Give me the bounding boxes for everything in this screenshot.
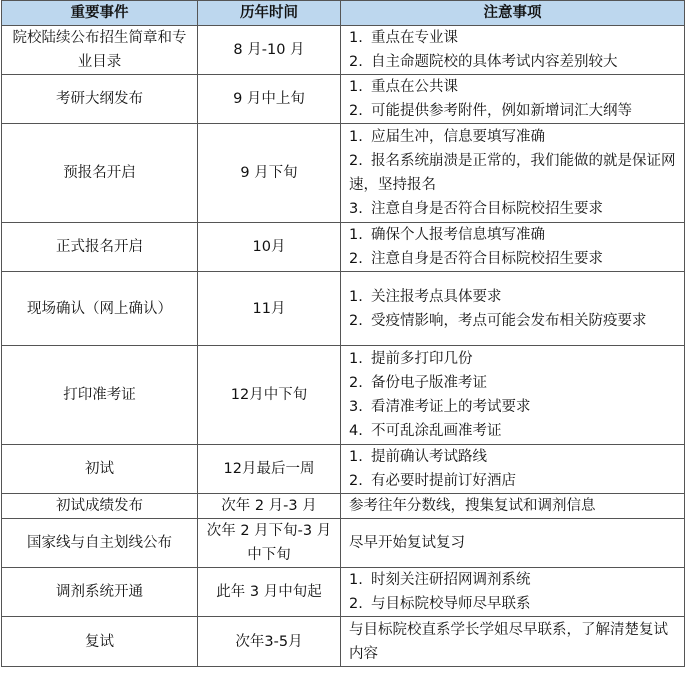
table-row xyxy=(2,26,685,75)
note-item: 1. 提前多打印几份 xyxy=(349,351,473,367)
time-cell: 10月 xyxy=(198,223,341,272)
notes-cell xyxy=(341,223,685,272)
time-cell: 12月中下旬 xyxy=(198,346,341,445)
event-cell: 院校陆续公布招生简章和专业目录 xyxy=(2,26,198,75)
table-row xyxy=(2,617,685,667)
note-item: 1. 时刻关注研招网调剂系统 xyxy=(349,572,531,588)
note-item: 1. 重点在公共课 xyxy=(349,79,458,95)
header-event: 重要事件 xyxy=(2,1,198,26)
event-cell: 打印准考证 xyxy=(2,346,198,445)
notes-cell xyxy=(341,124,685,223)
note-item: 2. 与目标院校导师尽早联系 xyxy=(349,596,531,612)
notes-cell xyxy=(341,272,685,346)
note-item: 2. 有必要时提前订好酒店 xyxy=(349,473,516,489)
header-time: 历年时间 xyxy=(198,1,341,26)
notes-cell xyxy=(341,494,685,519)
note-item: 4. 不可乱涂乱画准考证 xyxy=(349,423,502,439)
note-item: 3. 看清准考证上的考试要求 xyxy=(349,399,531,415)
event-cell: 初试 xyxy=(2,445,198,494)
note-item: 参考往年分数线，搜集复试和调剂信息 xyxy=(349,498,596,514)
notes-cell xyxy=(341,617,685,667)
header-notes: 注意事项 xyxy=(341,1,685,26)
event-cell: 复试 xyxy=(2,617,198,667)
exam-schedule-table xyxy=(1,0,685,667)
event-cell: 现场确认（网上确认） xyxy=(2,272,198,346)
event-cell: 国家线与自主划线公布 xyxy=(2,519,198,568)
table-row xyxy=(2,223,685,272)
note-item: 2. 受疫情影响，考点可能会发布相关防疫要求 xyxy=(349,312,647,329)
time-cell: 9 月中上旬 xyxy=(198,75,341,124)
notes-cell xyxy=(341,445,685,494)
note-item: 2. 可能提供参考附件，例如新增词汇大纲等 xyxy=(349,103,632,119)
table-row xyxy=(2,272,685,346)
note-item: 1. 关注报考点具体要求 xyxy=(349,288,502,305)
table-row xyxy=(2,519,685,568)
note-item: 3. 注意自身是否符合目标院校招生要求 xyxy=(349,201,603,217)
time-cell: 次年 2 月下旬-3 月中下旬 xyxy=(198,519,341,568)
event-cell: 正式报名开启 xyxy=(2,223,198,272)
note-item: 1. 提前确认考试路线 xyxy=(349,449,487,465)
event-cell: 预报名开启 xyxy=(2,124,198,223)
note-item: 1. 确保个人报考信息填写准确 xyxy=(349,227,545,243)
note-item: 2. 报名系统崩溃是正常的，我们能做的就是保证网速，坚持报名 xyxy=(349,153,676,193)
note-item: 与目标院校直系学长学姐尽早联系，了解清楚复试内容 xyxy=(349,621,668,662)
notes-cell xyxy=(341,568,685,617)
event-cell: 初试成绩发布 xyxy=(2,494,198,519)
note-item: 尽早开始复试复习 xyxy=(349,535,465,551)
time-cell: 此年 3 月中旬起 xyxy=(198,568,341,617)
time-cell: 8 月-10 月 xyxy=(198,26,341,75)
time-cell: 次年 2 月-3 月 xyxy=(198,494,341,519)
note-item: 2. 备份电子版准考证 xyxy=(349,375,487,391)
header-row xyxy=(2,1,685,26)
note-item: 1. 重点在专业课 xyxy=(349,30,458,46)
notes-cell xyxy=(341,346,685,445)
event-cell: 调剂系统开通 xyxy=(2,568,198,617)
note-item: 2. 注意自身是否符合目标院校招生要求 xyxy=(349,251,603,267)
table-row xyxy=(2,75,685,124)
table-row xyxy=(2,568,685,617)
event-cell: 考研大纲发布 xyxy=(2,75,198,124)
table-row xyxy=(2,494,685,519)
notes-cell xyxy=(341,519,685,568)
time-cell: 11月 xyxy=(198,272,341,346)
table-row xyxy=(2,445,685,494)
note-item: 2. 自主命题院校的具体考试内容差别较大 xyxy=(349,54,618,70)
notes-cell xyxy=(341,26,685,75)
time-cell: 次年3-5月 xyxy=(198,617,341,667)
note-item: 1. 应届生冲，信息要填写准确 xyxy=(349,129,545,145)
time-cell: 12月最后一周 xyxy=(198,445,341,494)
notes-cell xyxy=(341,75,685,124)
time-cell: 9 月下旬 xyxy=(198,124,341,223)
table-row xyxy=(2,124,685,223)
table-row xyxy=(2,346,685,445)
